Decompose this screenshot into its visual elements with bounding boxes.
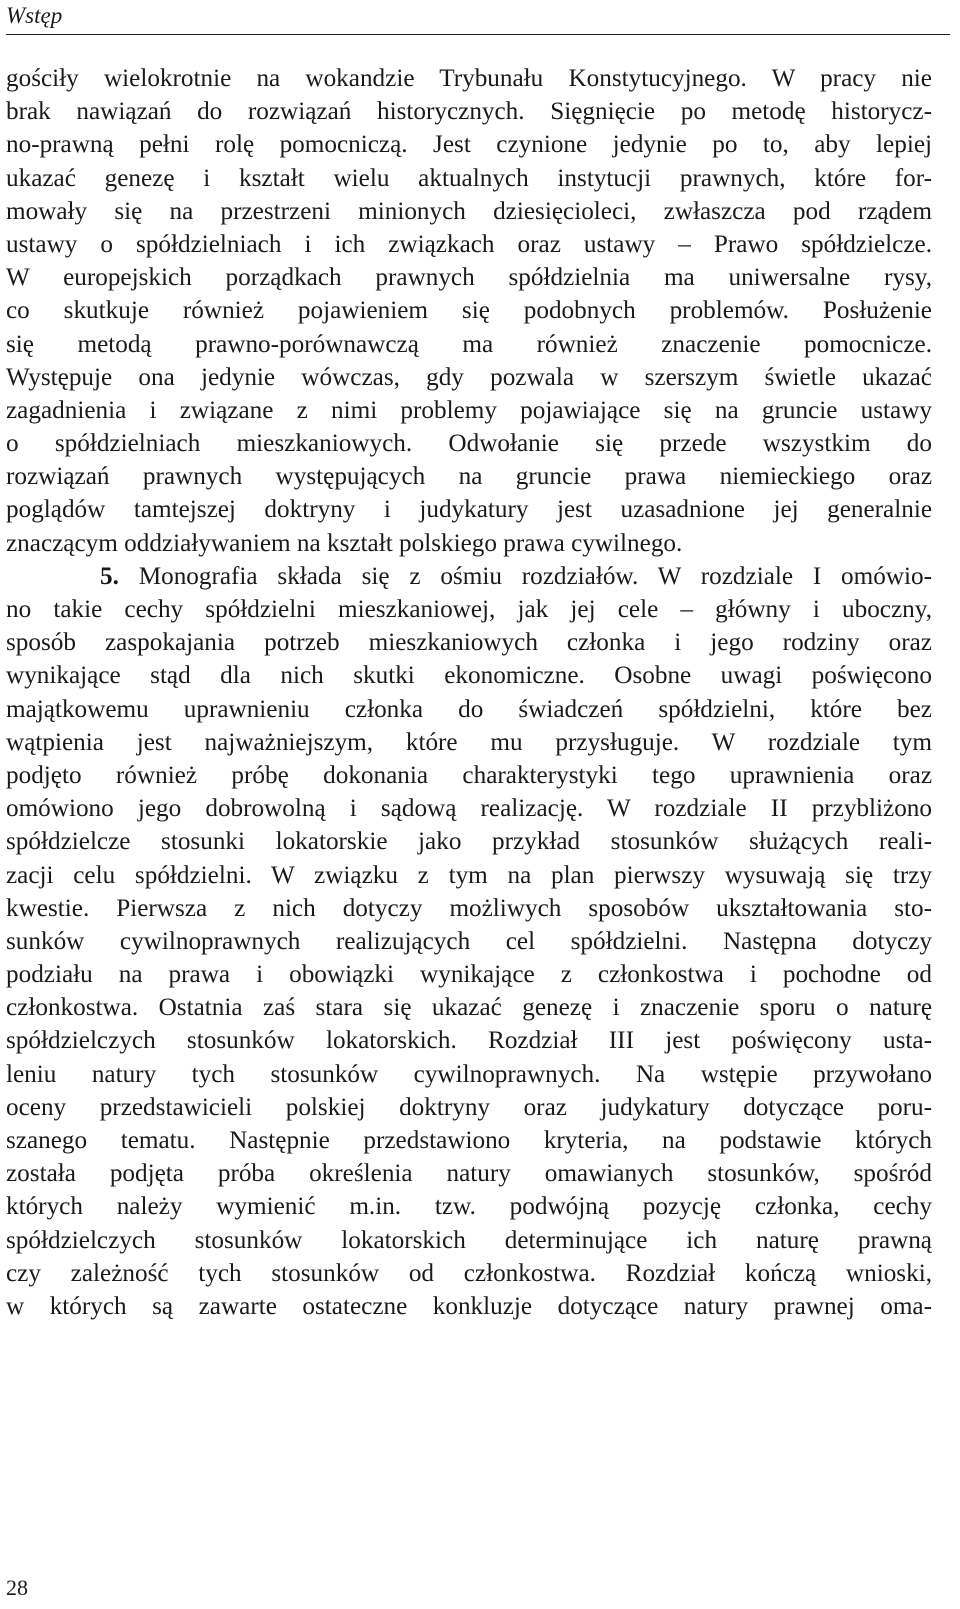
text-line: mowały się na przestrzeni minionych dziesięcioleci, zwłaszcza pod rządem: [6, 197, 932, 225]
section-number: 5.: [100, 562, 119, 590]
text-line: zacji celu spółdzielni. W związku z tym na plan pierwszy wysuwają się trzy: [6, 861, 932, 889]
paragraph-first-line-text: Monografia składa się z ośmiu rozdziałów. W rozdziale I omówio-: [138, 562, 932, 590]
text-line: spółdzielczych stosunków lokatorskich. Rozdział III jest poświęcony usta-: [6, 1027, 932, 1055]
text-line: majątkowemu uprawnieniu członka do świadczeń spółdzielni, które bez: [6, 695, 932, 723]
text-line: ustawy o spółdzielniach i ich związkach oraz ustawy – Prawo spółdzielcze.: [6, 230, 932, 258]
paragraph-first-line: [6, 560, 932, 593]
text-line: zagadnienia i związane z nimi problemy pojawiające się na gruncie ustawy: [6, 396, 932, 424]
text-line: poglądów tamtejszej doktryny i judykatury jest uzasadnione jej generalnie: [6, 496, 932, 524]
text-line: o spółdzielniach mieszkaniowych. Odwołanie się przede wszystkim do: [6, 430, 932, 458]
text-line: no takie cechy spółdzielni mieszkaniowej, jak jej cele – główny i uboczny,: [6, 596, 932, 623]
text-line: spółdzielcze stosunki lokatorskie jako przykład stosunków służących reali-: [6, 828, 932, 856]
text-line: Występuje ona jedynie wówczas, gdy pozwala w szerszym świetle ukazać: [6, 363, 932, 391]
text-line: których należy wymienić m.in. tzw. podwójną pozycję członka, cechy: [6, 1193, 932, 1221]
text-line: w których są zawarte ostateczne konkluzje dotyczące natury prawnej oma-: [6, 1292, 932, 1320]
text-line: omówiono jego dobrowolną i sądową realizację. W rozdziale II przybliżono: [6, 795, 932, 823]
text-line: sposób zaspokajania potrzeb mieszkaniowych członka i jego rodziny oraz: [6, 629, 932, 657]
text-line: oceny przedstawicieli polskiej doktryny oraz judykatury dotyczące poru-: [6, 1093, 932, 1121]
text-line: znaczącym oddziaływaniem na kształt polskiego prawa cywilnego.: [6, 529, 683, 557]
text-line: podjęto również próbę dokonania charakterystyki tego uprawnienia oraz: [6, 761, 932, 789]
text-line: sunków cywilnoprawnych realizujących cel spółdzielni. Następna dotyczy: [6, 927, 932, 955]
text-line: co skutkuje również pojawieniem się podobnych problemów. Posłużenie: [6, 297, 932, 325]
text-line: leniu natury tych stosunków cywilnoprawnych. Na wstępie przywołano: [6, 1060, 932, 1088]
text-line: W europejskich porządkach prawnych spółdzielnia ma uniwersalne rysy,: [6, 264, 932, 292]
text-line: brak nawiązań do rozwiązań historycznych. Sięgnięcie po metodę historycz-: [6, 98, 932, 126]
body-text: [6, 62, 932, 1323]
text-line: wątpienia jest najważniejszym, które mu przysługuje. W rozdziale tym: [6, 728, 932, 756]
text-line: spółdzielczych stosunków lokatorskich determinujące ich naturę prawną: [6, 1226, 932, 1254]
text-line: członkostwa. Ostatnia zaś stara się ukazać genezę i znaczenie sporu o naturę: [6, 994, 932, 1022]
text-line: się metodą prawno-porównawczą ma również znaczenie pomocnicze.: [6, 330, 932, 358]
running-title: Wstęp: [6, 3, 63, 28]
text-line: rozwiązań prawnych występujących na gruncie prawa niemieckiego oraz: [6, 463, 932, 491]
text-line: gościły wielokrotnie na wokandzie Trybunału Konstytucyjnego. W pracy nie: [6, 65, 932, 92]
text-line: wynikające stąd dla nich skutki ekonomiczne. Osobne uwagi poświęcono: [6, 662, 932, 690]
text-line: ukazać genezę i kształt wielu aktualnych instytucji prawnych, które for-: [6, 164, 932, 192]
text-line: podziału na prawa i obowiązki wynikające z członkostwa i pochodne od: [6, 961, 932, 989]
text-line: czy zależność tych stosunków od członkostwa. Rozdział kończą wnioski,: [6, 1259, 932, 1287]
header-rule: [6, 34, 950, 35]
text-line: no-prawną pełni rolę pomocniczą. Jest czynione jedynie po to, aby lepiej: [6, 131, 932, 159]
text-line: kwestie. Pierwsza z nich dotyczy możliwych sposobów ukształtowania sto-: [6, 894, 932, 922]
text-line: została podjęta próba określenia natury omawianych stosunków, spośród: [6, 1160, 932, 1188]
page-number: 28: [6, 1575, 28, 1600]
text-line: szanego tematu. Następnie przedstawiono kryteria, na podstawie których: [6, 1127, 932, 1154]
